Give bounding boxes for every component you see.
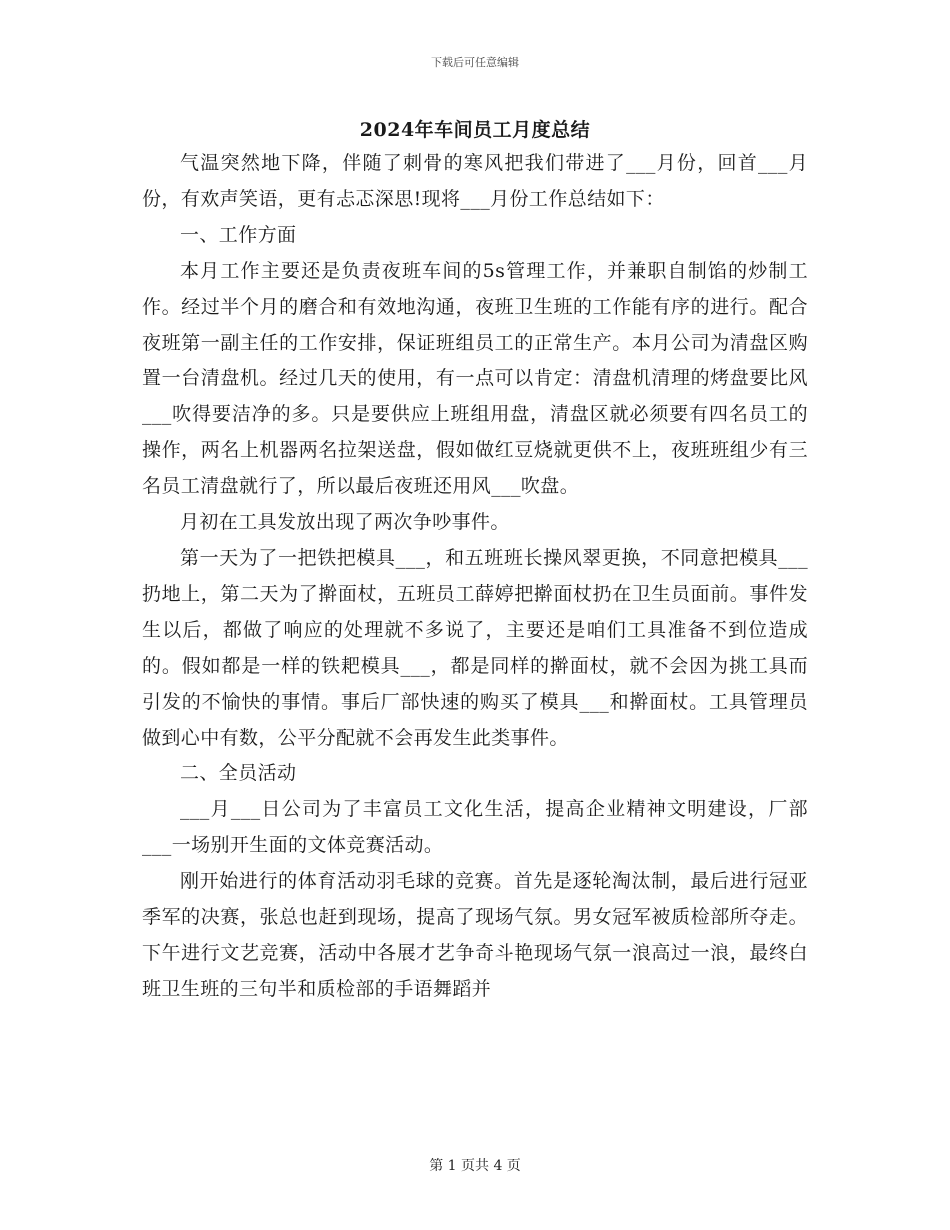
work-paragraph: 本月工作主要还是负责夜班车间的5s管理工作，并兼职自制馅的炒制工作。经过半个月的磨合和有效地沟通，夜班卫生班的工作能有序的进行。配合夜班第一副主任的工作安排，保证班组员工的正常生产。本月公司为清盘区购置一台清盘机。经过几天的使用，有一点可以肯定：清盘机清理的烤盘要比风___吹得要洁净的多。只是要供应上班组用盘，清盘区就必须要有四名员工的操作，两名上机器两名拉架送盘，假如做红豆烧就更供不上，夜班班组少有三名员工清盘就行了，所以最后夜班还用风___吹盘。 <box>142 259 808 498</box>
section-heading-work: 一、工作方面 <box>180 223 297 246</box>
header-note: 下载后可任意编辑 <box>431 56 519 69</box>
tools-paragraph: 第一天为了一把铁把模具___，和五班班长操风翠更换，不同意把模具___扔地上，第二天为了擀面杖，五班员工薛婷把擀面杖扔在卫生员面前。事件发生以后，都做了响应的处理就不多说了，主要还是咱们工具准备不到位造成的。假如都是一样的铁耙模具___，都是同样的擀面杖，就不会因为挑工具而引发的不愉快的事情。事后厂部快速的购买了模具___和擀面杖。工具管理员做到心中有数，公平分配就不会再发生此类事件。 <box>142 546 808 749</box>
activity-intro-paragraph: ___月___日公司为了丰富员工文化生活，提高企业精神文明建设，厂部___一场别开生面的文体竞赛活动。 <box>142 798 808 857</box>
document-body <box>142 146 808 1008</box>
intro-paragraph: 气温突然地下降，伴随了刺骨的寒风把我们带进了___月份，回首___月份，有欢声笑语，更有忐忑深思!现将___月份工作总结如下： <box>142 152 808 210</box>
document-title: 2024年车间员工月度总结 <box>359 119 591 141</box>
tools-intro-paragraph: 月初在工具发放出现了两次争吵事件。 <box>180 511 510 534</box>
page-footer: 第 1 页共 4 页 <box>429 1158 521 1174</box>
section-heading-activity: 二、全员活动 <box>180 762 297 785</box>
activity-paragraph: 刚开始进行的体育活动羽毛球的竞赛。首先是逐轮淘汰制，最后进行冠亚季军的决赛，张总也赶到现场，提高了现场气氛。男女冠军被质检部所夺走。下午进行文艺竞赛，活动中各展才艺争奇斗艳现场气氛一浪高过一浪，最终白班卫生班的三句半和质检部的手语舞蹈并 <box>142 870 808 1000</box>
